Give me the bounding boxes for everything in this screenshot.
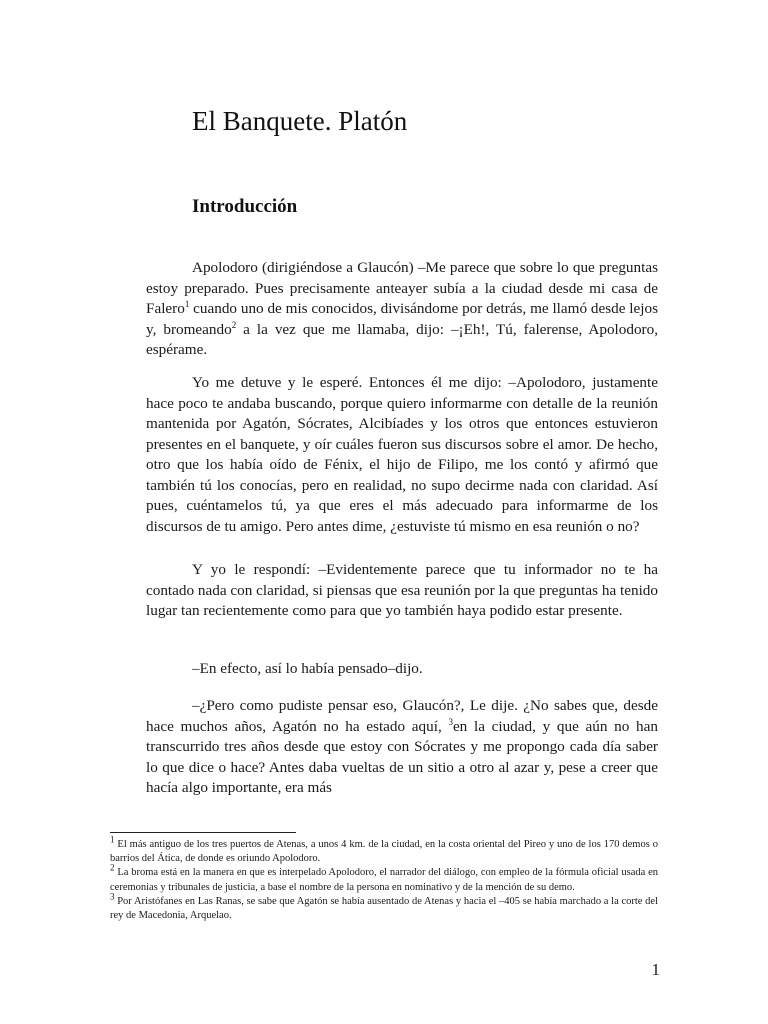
paragraph-4 — [146, 659, 658, 680]
paragraph-5 — [146, 696, 658, 799]
paragraph-3-text: Y yo le respondí: –Evidentemente parece que tu informador no te ha contado nada con claridad, si piensas que esa reunión por la que preguntas ha tenido lugar tan recientemente como para que yo también haya podido estar presente. — [146, 561, 658, 619]
page-number: 1 — [651, 960, 660, 979]
footnote-3-text: Por Aristófanes en Las Ranas, se sabe que Agatón se había ausentado de Atenas y hacia el –405 se había marchado a la corte del rey de Macedonia, Arquelao. — [110, 895, 658, 922]
paragraph-1-text-a: Apolodoro (dirigiéndose a Glaucón) –Me parece que sobre lo que preguntas estoy preparado. Pues precisamente anteayer subía a la ciudad desde mi casa de Falero — [146, 259, 658, 317]
footnote-3-number: 3 — [110, 891, 115, 902]
footnote-1-number: 1 — [110, 834, 115, 845]
footnote-2-text: La broma está en la manera en que es interpelado Apolodoro, el narrador del diálogo, con empleo de la fórmula oficial usada en ceremonias y tribunales de justicia, a base el nombre de la persona en nominativo y de la mención de su demo. — [110, 867, 658, 893]
footnote-ref-2[interactable]: 2 — [231, 319, 237, 330]
footnote-1-text: El más antiguo de los tres puertos de Atenas, a unos 4 km. de la ciudad, en la costa oriental del Pireo y uno de los 170 demos o barrios del Ática, de donde es oriundo Apolodoro. — [110, 839, 658, 865]
paragraph-3 — [146, 560, 658, 622]
paragraph-1 — [146, 258, 658, 361]
footnote-2-number: 2 — [110, 862, 115, 873]
paragraph-1-text-c: a la vez que me llamaba, dijo: –¡Eh!, Tú, falerense, Apolodoro, espérame. — [146, 320, 658, 358]
footnote-ref-3[interactable]: 3 — [448, 716, 453, 727]
paragraph-5-text-b: en la ciudad, y que aún no han transcurrido tres años desde que estoy con Sócrates y me propongo cada día saber lo que dice o hace? Antes daba vueltas de un sitio a otro al azar y, pese a creer que hacía algo importante, era más — [146, 717, 658, 796]
paragraph-1-text-b: cuando uno de mis conocidos, divisándome por detrás, me llamó desde lejos y, bromeando — [146, 300, 658, 338]
document-title: El Banquete. Platón — [192, 106, 408, 136]
paragraph-2 — [146, 373, 658, 537]
footnote-separator — [110, 832, 296, 833]
footnote-3 — [110, 891, 658, 923]
footnotes — [110, 834, 658, 923]
paragraph-4-text: –En efecto, así lo había pensado–dijo. — [192, 660, 423, 677]
paragraph-2-text: Yo me detuve y le esperé. Entonces él me dijo: –Apolodoro, justamente hace poco te andaba buscando, porque quiero informarme con detalle de la reunión mantenida por Agatón, Sócrates, Alcibíades y los otros que entonces estuvieron presentes en el banquete, y oír cuáles fueron sus discursos sobre el amor. De hecho, otro que los había oído de Fénix, el hijo de Filipo, me los contó y afirmó que también tú los conocías, pero en realidad, no supo decirme nada con claridad. Así pues, cuéntamelos tú, ya que eres el más adecuado para informarme de los discursos de tu amigo. Pero antes dime, ¿estuviste tú mismo en esa reunión o no? — [146, 374, 658, 535]
footnote-2 — [110, 862, 658, 894]
paragraph-5-text-a: –¿Pero como pudiste pensar eso, Glaucón?, Le dije. ¿No sabes que, desde hace muchos años, Agatón no ha estado aquí, — [146, 697, 658, 735]
section-heading: Introducción — [192, 196, 298, 217]
footnote-1 — [110, 834, 658, 866]
footnote-ref-1[interactable]: 1 — [184, 298, 190, 309]
